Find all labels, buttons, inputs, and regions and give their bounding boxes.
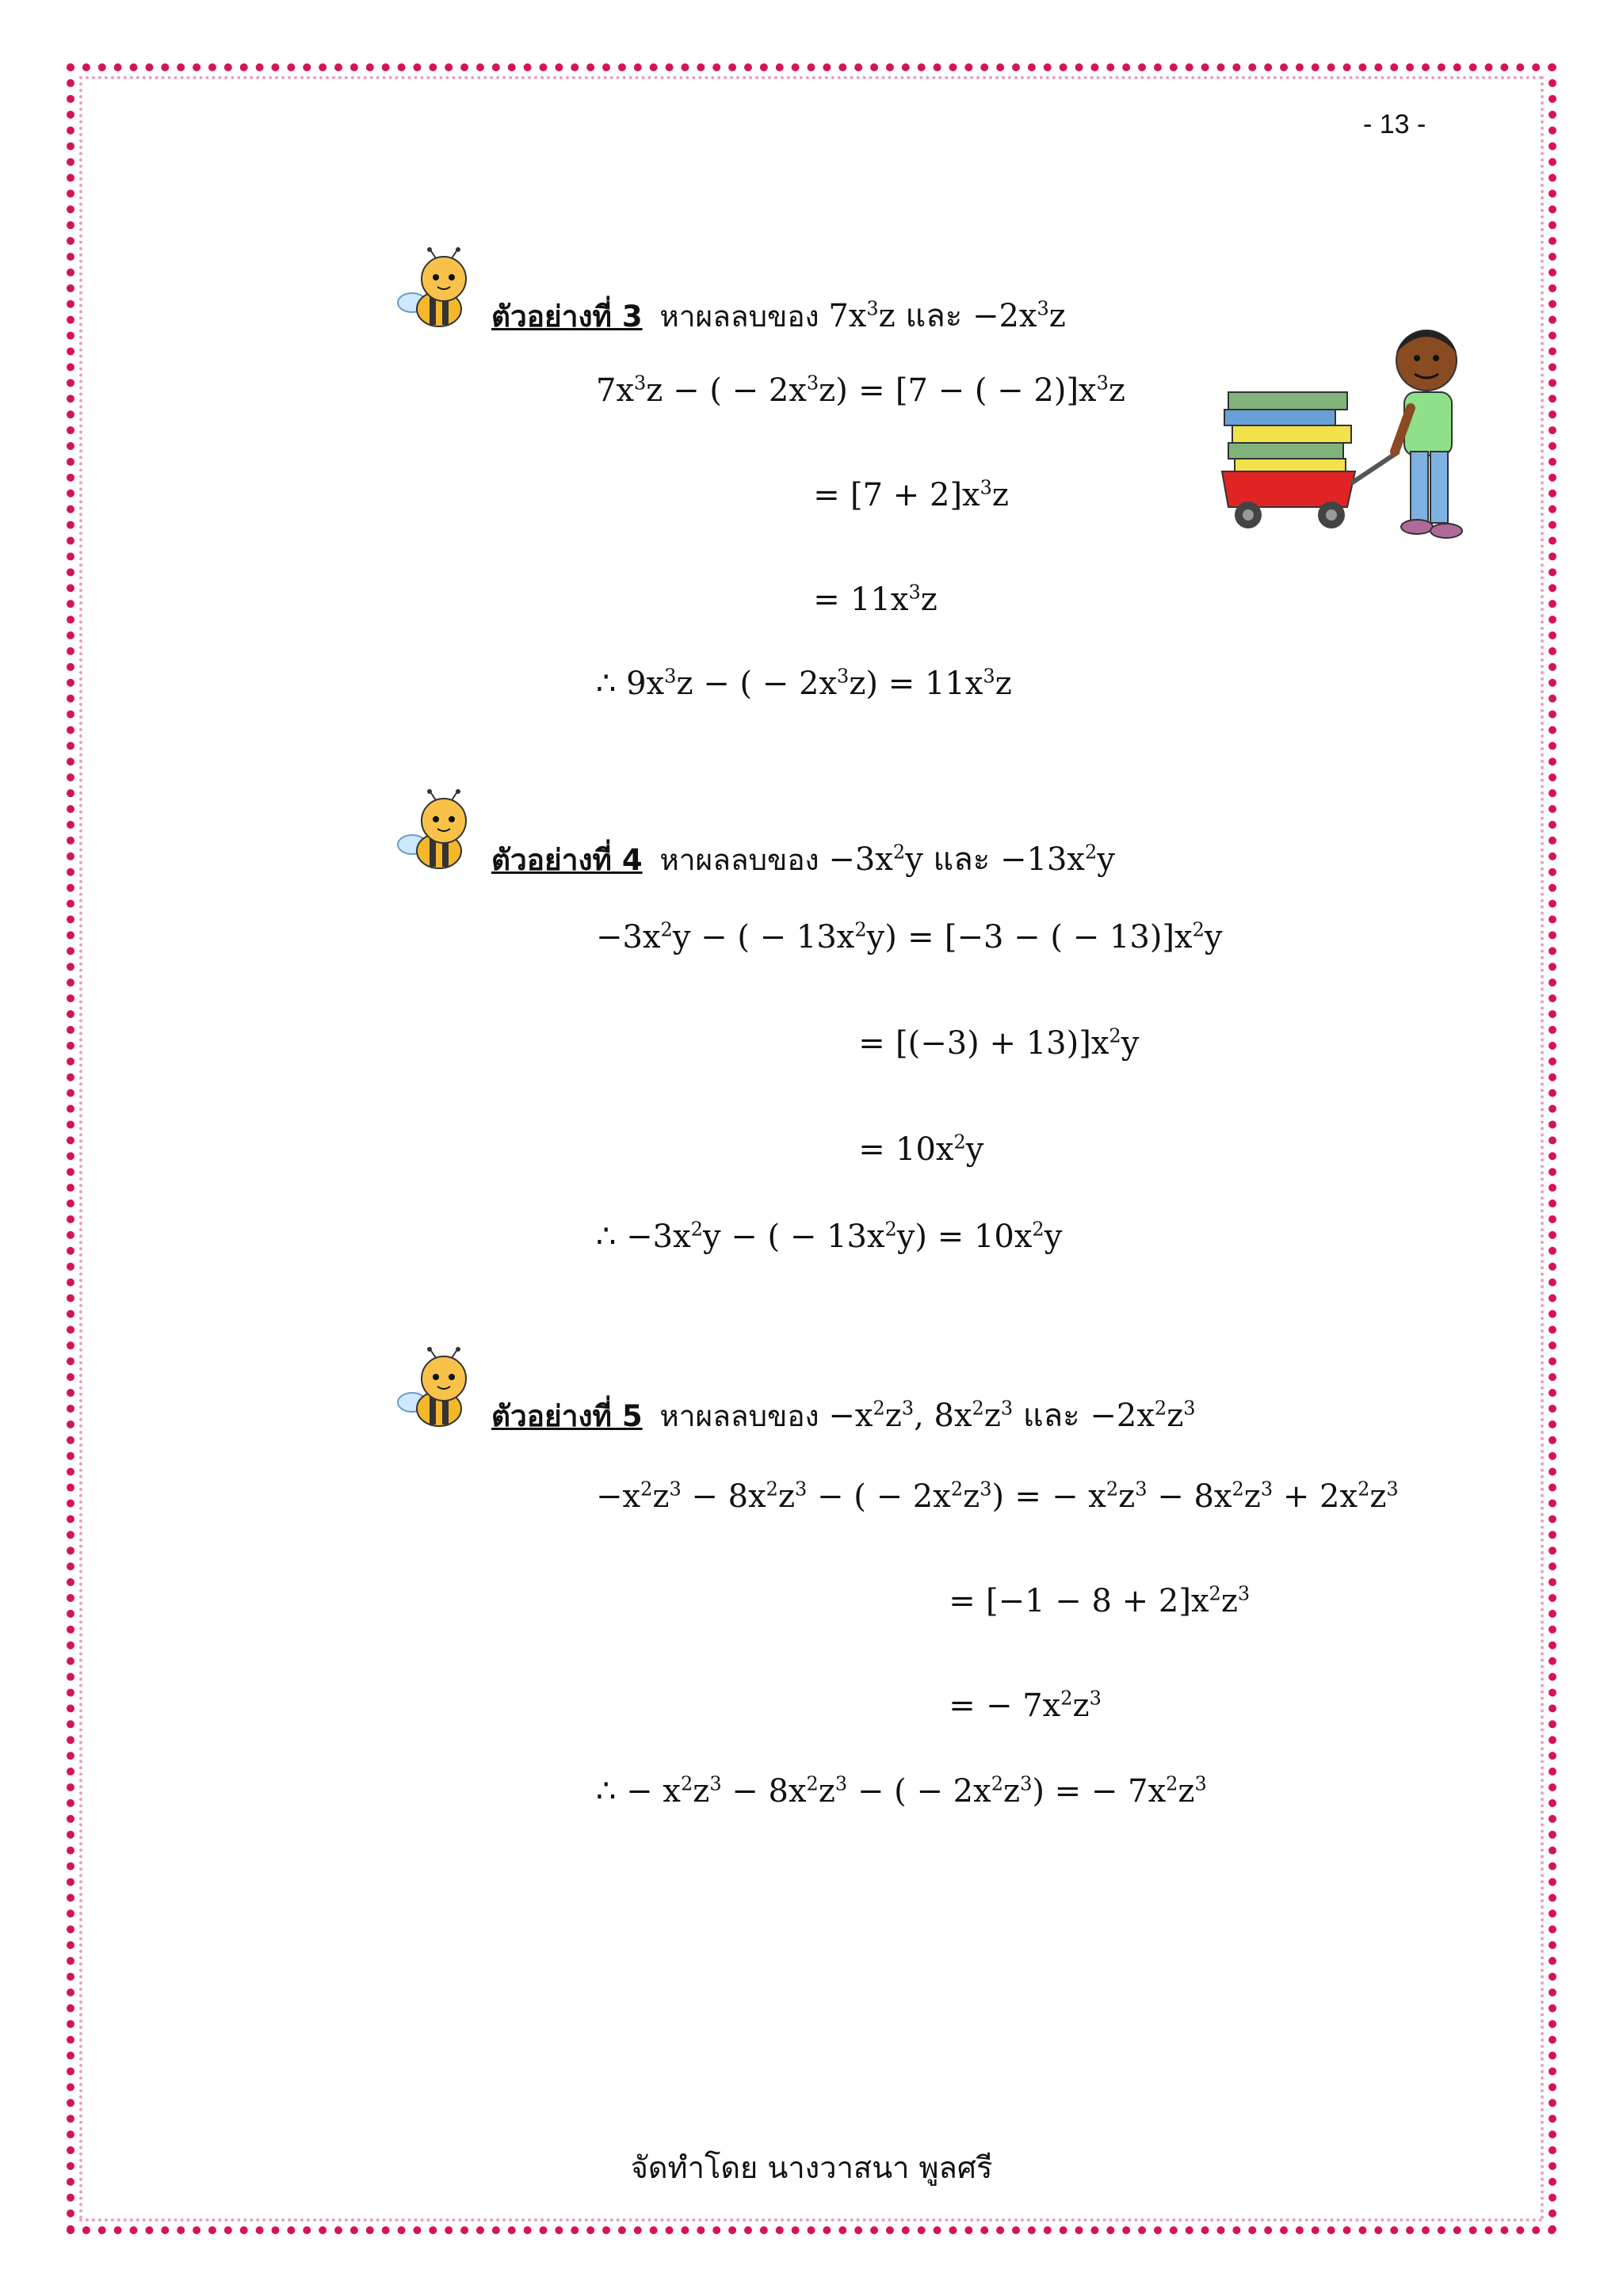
equation-rhs: $11x^3z$ — [850, 581, 938, 618]
equation-line — [848, 1131, 983, 1168]
equation-line — [596, 1478, 1399, 1515]
example-prompt: หาผลลบของ — [659, 1399, 819, 1433]
equation-conclusion: ∴ $9x^3z$ − ( − $2x^3z) = 11x^3z$ — [596, 665, 1012, 702]
equation-lhs: $7x^3z$ − ( − $2x^3z$) — [596, 372, 848, 409]
equals-sign: = — [907, 919, 934, 955]
example-prompt: หาผลลบของ — [659, 299, 819, 334]
equals-sign: = — [1014, 1478, 1041, 1515]
equation-rhs: $[(-3) + 13)]x^2y$ — [896, 1024, 1140, 1062]
bee-icon — [395, 789, 479, 876]
example-4-heading — [491, 833, 1115, 884]
equation-line — [596, 372, 1125, 409]
equals-sign: = — [813, 582, 840, 618]
page-number: - 13 - — [1363, 109, 1426, 139]
boy-with-book-wagon-illustration — [1212, 317, 1474, 555]
equation-rhs: [−3 − ( − $13)]x^2y$ — [944, 918, 1223, 955]
equals-sign: = — [858, 372, 885, 409]
example-3-heading — [491, 290, 1066, 341]
equation-line — [596, 919, 1222, 955]
equation-line — [848, 1025, 1139, 1062]
example-label: ตัวอย่างที่ 3 — [491, 299, 643, 334]
bee-icon — [395, 1347, 479, 1434]
example-prompt: หาผลลบของ — [659, 843, 819, 877]
equation-rhs: $10x^2y$ — [896, 1131, 984, 1168]
equation-line — [938, 1583, 1250, 1619]
equation-conclusion: ∴ − $x^2z^3 - 8x^2z^3$ − ( − $2x^2z^3$) = − $7x^2z^3$ — [596, 1772, 1207, 1810]
example-problem: $-3x^2y$ และ $-13x^2y$ — [828, 841, 1115, 878]
equation-rhs: $[-1 - 8 + 2]x^2z^3$ — [986, 1582, 1251, 1619]
equation-lhs: $-3x^2y$ − ( − $13x^2y$) — [596, 918, 897, 955]
example-problem: $-x^2z^3$, $8x^2z^3$ และ $-2x^2z^3$ — [828, 1397, 1196, 1434]
example-label: ตัวอย่างที่ 4 — [491, 843, 643, 877]
equals-sign: = — [949, 1688, 976, 1724]
equation-lhs: $-x^2z^3 - 8x^2z^3$ − ( − $2x^2z^3$) — [596, 1478, 1005, 1515]
equals-sign: = — [858, 1025, 885, 1062]
equals-sign: = — [858, 1131, 885, 1168]
example-5-heading — [491, 1390, 1196, 1440]
footer-author: จัดทำโดย นางวาสนา พูลศรี — [630, 2150, 993, 2185]
equation-rhs: − $7x^2z^3$ — [986, 1687, 1102, 1724]
equation-line — [803, 477, 1009, 513]
equation-line — [803, 582, 938, 618]
equals-sign: = — [949, 1583, 976, 1619]
equation-line — [938, 1688, 1102, 1724]
equation-conclusion: ∴ $-3x^2y$ − ( − $13x^2y) = 10x^2y$ — [596, 1218, 1063, 1255]
bee-icon — [395, 247, 479, 334]
equation-rhs: [7 − ( − $2)]x^3z$ — [895, 372, 1125, 409]
example-label: ตัวอย่างที่ 5 — [491, 1399, 643, 1433]
example-problem: $7x^3z$ และ $-2x^3z$ — [828, 297, 1066, 334]
equation-rhs: − $x^2z^3 - 8x^2z^3 + 2x^2z^3$ — [1052, 1478, 1399, 1515]
equals-sign: = — [813, 477, 840, 513]
equation-rhs: $[7 + 2]x^3z$ — [850, 476, 1009, 513]
